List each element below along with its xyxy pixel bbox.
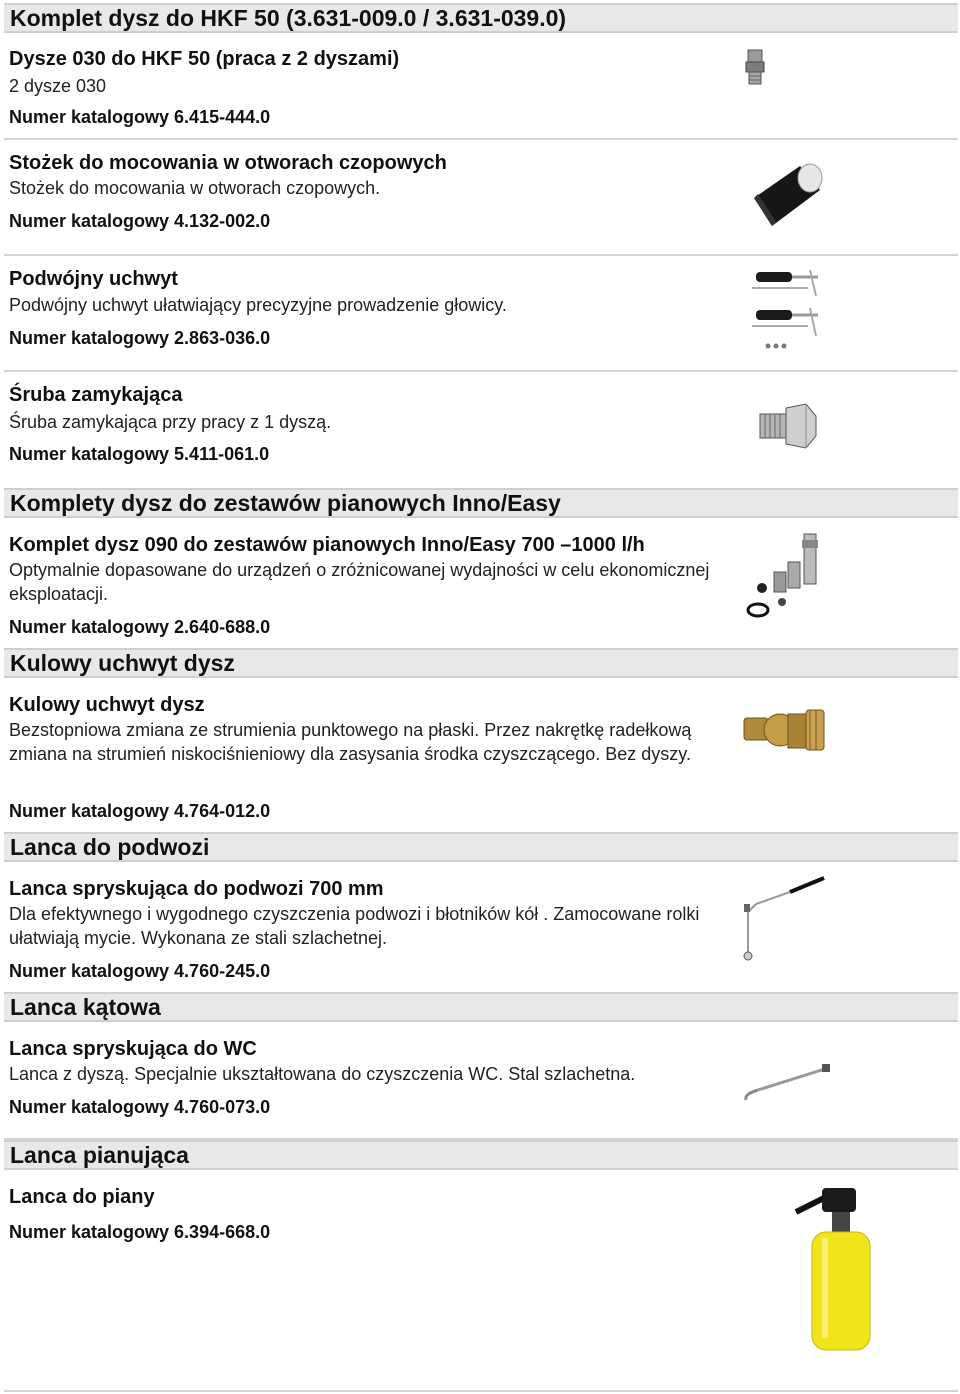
section-header: Kulowy uchwyt dysz — [4, 648, 958, 678]
underbody-lance-icon — [738, 874, 830, 966]
catalog-number: Numer katalogowy 4.764-012.0 — [9, 801, 271, 821]
catalog-number: Numer katalogowy 2.863-036.0 — [9, 328, 271, 348]
item-description: Stożek do mocowania w otworach czopowych. — [9, 178, 381, 198]
item-title: Lanca do piany — [9, 1186, 155, 1208]
foam-lance-icon — [792, 1186, 876, 1356]
item-title: Lanca spryskująca do WC — [9, 1038, 257, 1060]
item-description: Dla efektywnego i wygodnego czyszczenia podwozi i błotników kół . Zamocowane rolki ułatwiają mycie. Wykonana ze stali szlachetnej. — [9, 904, 700, 948]
catalog-number: Numer katalogowy 4.760-073.0 — [9, 1097, 271, 1117]
item-title: Podwójny uchwyt — [9, 268, 178, 290]
catalog-number: Numer katalogowy 6.394-668.0 — [9, 1222, 271, 1242]
item-title: Dysze 030 do HKF 50 (praca z 2 dyszami) — [9, 48, 400, 70]
section-header: Komplet dysz do HKF 50 (3.631-009.0 / 3.631-039.0) — [4, 3, 958, 33]
section-header: Lanca do podwozi — [4, 832, 958, 862]
item-title: Komplet dysz 090 do zestawów pianowych Inno/Easy 700 –1000 l/h — [9, 534, 645, 556]
screw-plug-icon — [756, 400, 820, 452]
item-description: 2 dysze 030 — [9, 76, 107, 96]
item-title: Śruba zamykająca — [9, 384, 183, 406]
item-description: Bezstopniowa zmiana ze strumienia punktowego na płaski. Przez nakrętkę radełkową zmiana na strumień niskociśnieniowy dla zasysania środka czyszczącego. Bez dyszy. — [9, 720, 692, 764]
section-header: Komplety dysz do zestawów pianowych Inno/Easy — [4, 488, 958, 518]
nozzle-set-icon — [744, 530, 828, 620]
item-description: Lanca z dyszą. Specjalnie ukształtowana do czyszczenia WC. Stal szlachetna. — [9, 1064, 636, 1084]
section-header: Lanca pianująca — [4, 1140, 958, 1170]
cone-icon — [748, 160, 828, 230]
item-description: Optymalnie dopasowane do urządzeń o zróżnicowanej wydajności w celu ekonomicznej eksploatacji. — [9, 560, 710, 604]
catalog-number: Numer katalogowy 5.411-061.0 — [9, 444, 270, 464]
catalog-number: Numer katalogowy 2.640-688.0 — [9, 617, 271, 637]
item-title: Lanca spryskująca do podwozi 700 mm — [9, 878, 384, 900]
divider — [4, 1390, 958, 1392]
divider — [4, 138, 958, 140]
nozzle-icon — [744, 48, 766, 86]
item-description: Podwójny uchwyt ułatwiający precyzyjne prowadzenie głowicy. — [9, 295, 507, 315]
catalog-number: Numer katalogowy 6.415-444.0 — [9, 107, 271, 127]
section-header: Lanca kątowa — [4, 992, 958, 1022]
divider — [4, 254, 958, 256]
catalog-number: Numer katalogowy 4.760-245.0 — [9, 961, 271, 981]
item-description: Śruba zamykająca przy pracy z 1 dyszą. — [9, 412, 332, 432]
angled-lance-icon — [738, 1062, 832, 1104]
item-title: Stożek do mocowania w otworach czopowych — [9, 152, 447, 174]
divider — [4, 370, 958, 372]
ball-nozzle-holder-icon — [742, 704, 828, 760]
item-title: Kulowy uchwyt dysz — [9, 694, 205, 716]
catalog-number: Numer katalogowy 4.132-002.0 — [9, 211, 271, 231]
double-handle-icon — [750, 266, 822, 354]
